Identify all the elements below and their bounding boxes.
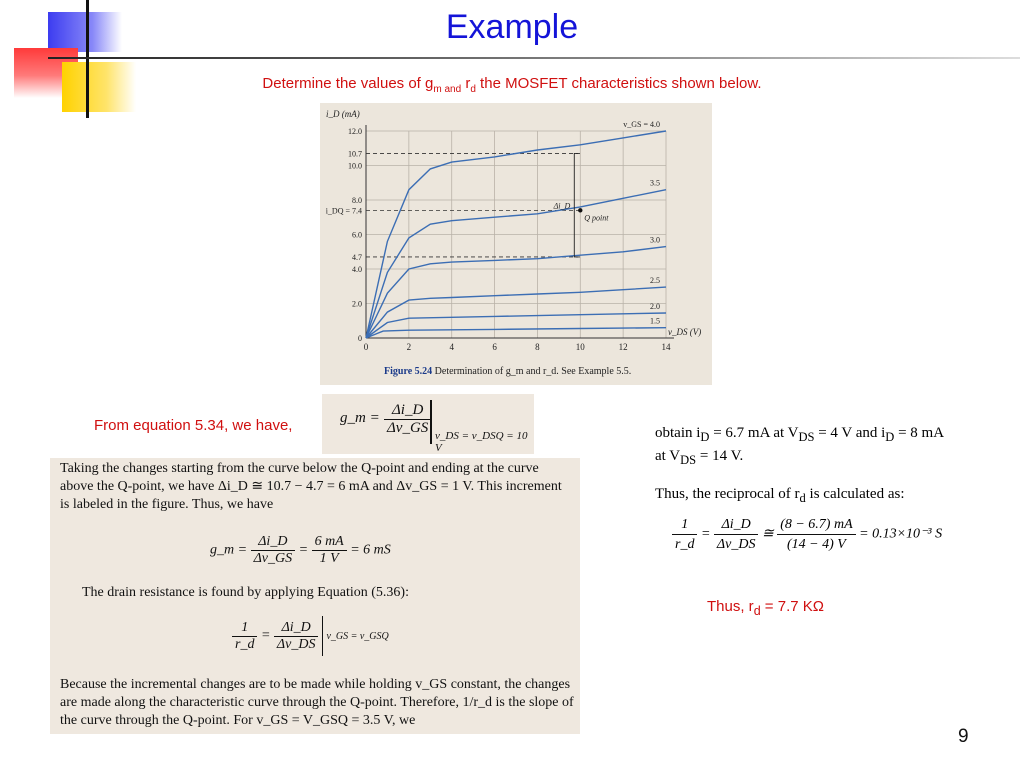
y-tick-label: 0 <box>358 334 362 343</box>
characteristic-curve <box>366 313 666 338</box>
x-tick-label: 14 <box>661 342 671 352</box>
x-tick-label: 2 <box>406 342 412 352</box>
y-tick-label: i_DQ = 7.4 <box>325 206 362 216</box>
characteristic-curve <box>366 247 666 338</box>
gm-definition-equation <box>322 394 534 454</box>
figure-caption-label: Figure 5.24 <box>384 366 433 377</box>
x-tick-label: 8 <box>535 342 540 352</box>
y-tick-label: 2.0 <box>352 299 362 309</box>
y-tick-label: 10.7 <box>348 149 362 159</box>
y-tick-label: 12.0 <box>348 127 362 136</box>
obtain-text: obtain $i_D = 6.7$ mA at $V_{DS} = 4$ V and $i_D = 8$ mA at $V_{DS} = 14$ V. <box>655 425 945 467</box>
y-tick-label: 10.0 <box>348 161 362 171</box>
y-tick-label: 4.0 <box>352 265 362 274</box>
x-tick-label: 12 <box>618 342 628 352</box>
figure-caption <box>384 366 631 377</box>
eq1-condition: v_DS = v_DSQ = 10 V <box>435 430 528 454</box>
x-tick-label: 4 <box>449 342 454 352</box>
x-tick-label: 6 <box>492 342 497 352</box>
mosfet-characteristics-chart <box>320 103 712 385</box>
curve-label: 2.5 <box>650 276 660 286</box>
curve-label: 2.0 <box>650 301 660 311</box>
mosfet-figure <box>320 103 712 385</box>
excerpt-para2: The drain resistance is found by applying Equation (5.36): <box>82 585 409 600</box>
rd-result: Thus, $r_d = 7.7$ KΩ <box>707 598 824 618</box>
curve-label: 3.5 <box>650 178 660 188</box>
excerpt-para1: Taking the changes starting from the curve below the Q-point and ending at the curve above the Q-point, we have Δi_D ≅ 10.7 − 4.7 = 6 mA and Δv_GS = 1 V. This increment is labeled in the figure. Thus, we have <box>60 461 562 512</box>
eq1-evaluation-bar <box>430 400 432 444</box>
reciprocal-text: Thus, the reciprocal of $r_d$ is calculated as: <box>655 486 905 505</box>
textbook-excerpt <box>50 458 580 734</box>
excerpt-rd-equation: $\frac{1}{r\_d}$ = $\frac{\Delta i\_D}{\Delta v\_DS}$ v_GS = v_GSQ <box>232 616 389 656</box>
q-point-marker <box>578 208 582 212</box>
slide-subtitle: Determine the values of $g_{m and}$ $r_d$ the MOSFET characteristics shown below. <box>262 75 762 95</box>
figure-caption-text: Determination of g_m and r_d. See Example 5.5. <box>434 366 632 377</box>
x-tick-label: 0 <box>363 342 369 352</box>
delta-id-bracket <box>574 153 578 256</box>
excerpt-gm-equation: g_m = $\frac{\Delta i\_D}{\Delta v\_GS}$ = $\frac{6 mA}{1 V}$ = 6 mS <box>210 534 391 566</box>
slide-number: 9 <box>958 726 969 747</box>
excerpt-para3: Because the incremental changes are to be made while holding v_GS constant, the changes are made along the characteristic curve through the Q-point. Therefore, 1/r_d is the slope of the curve through the Q-point. For v_GS = V_GSQ = 3.5 V, we <box>60 677 574 728</box>
curve-label: v_GS = 4.0 <box>623 120 660 129</box>
y-axis-label: i_D (mA) <box>326 109 360 119</box>
rd-calculation-equation: $\frac{1}{r\_d}$ = $\frac{\Delta i\_D}{\Delta v\_DS}$ ≅ $\frac{(8 - 6.7) mA}{(14 - 4) V}$ = 0.13×10⁻³ S <box>672 515 942 554</box>
y-tick-label: 4.7 <box>352 252 362 262</box>
eq1-lhs: g_m = <box>340 410 380 426</box>
q-point-label: Q point <box>584 213 609 223</box>
curve-label: 1.5 <box>650 316 660 326</box>
equation-intro: From equation 5.34, we have, <box>94 417 293 434</box>
y-tick-label: 8.0 <box>352 196 362 205</box>
curve-label: 3.0 <box>650 235 660 245</box>
slide-title: Example <box>445 8 579 46</box>
eq1-fraction: $\frac{\Delta i\_D}{\Delta v\_GS}$ <box>384 402 431 437</box>
delta-id-label: Δi_D <box>553 201 571 211</box>
y-tick-label: 6.0 <box>352 230 362 240</box>
decor-horizontal-line <box>48 57 1020 59</box>
x-tick-label: 10 <box>575 342 585 352</box>
x-axis-label: v_DS (V) <box>668 327 702 337</box>
characteristic-curve <box>366 328 666 338</box>
